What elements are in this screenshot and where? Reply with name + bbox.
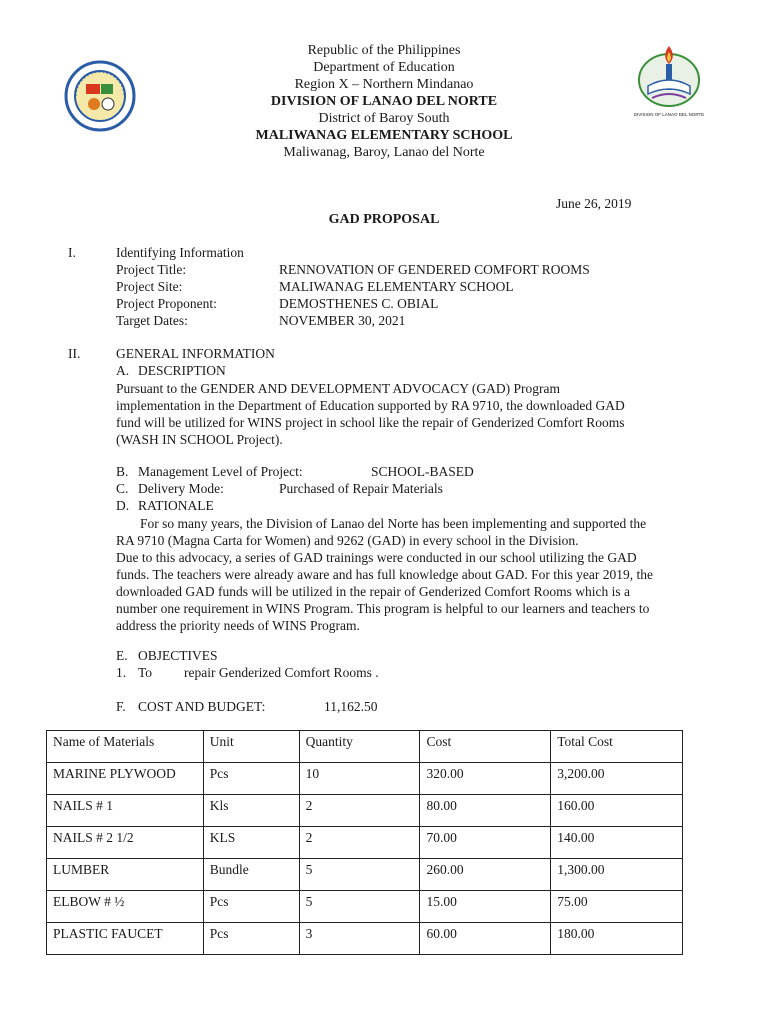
cost-budget-value: 11,162.50 xyxy=(324,699,378,714)
table-cell: 2 xyxy=(299,795,420,827)
table-cell: KLS xyxy=(203,827,299,859)
table-cell: 1,300.00 xyxy=(551,859,683,891)
target-dates-label: Target Dates: xyxy=(116,313,188,328)
item-b-label: B. xyxy=(116,464,129,479)
table-cell: 180.00 xyxy=(551,923,683,955)
table-cell: 5 xyxy=(299,891,420,923)
table-cell: NAILS # 1 xyxy=(47,795,204,827)
item-e-label: E. xyxy=(116,648,128,663)
header-cell-quantity: Quantity xyxy=(299,731,420,763)
header-cell-total: Total Cost xyxy=(551,731,683,763)
table-row xyxy=(47,763,683,795)
rationale-line: For so many years, the Division of Lanao del Norte has been implementing and supported the xyxy=(140,516,647,531)
table-cell: 70.00 xyxy=(420,827,551,859)
table-cell: LUMBER xyxy=(47,859,204,891)
header-region: Region X – Northern Mindanao xyxy=(294,77,474,92)
header-district: District of Baroy South xyxy=(318,111,450,126)
table-cell: 3 xyxy=(299,923,420,955)
section2-heading: GENERAL INFORMATION xyxy=(116,346,275,361)
project-title-label: Project Title: xyxy=(116,262,187,277)
section2-number: II. xyxy=(68,346,81,361)
objective-to: To xyxy=(138,665,153,680)
description-line: (WASH IN SCHOOL Project). xyxy=(116,432,283,447)
table-cell: 10 xyxy=(299,763,420,795)
table-cell: NAILS # 2 1/2 xyxy=(47,827,204,859)
table-cell: Pcs xyxy=(203,891,299,923)
description-line: implementation in the Department of Education supported by RA 9710, the downloaded GAD xyxy=(116,398,625,413)
rationale-line: address the priority needs of WINS Program. xyxy=(116,618,360,633)
item-b-title: Management Level of Project: xyxy=(138,464,303,479)
description-line: fund will be utilized for WINS project in school like the repair of Genderized Comfort Rooms xyxy=(116,415,625,430)
table-cell: Pcs xyxy=(203,763,299,795)
rationale-line: funds. The teachers were already aware and has full knowledge about GAD. For this year 2019, the xyxy=(116,567,653,582)
section1-heading: Identifying Information xyxy=(116,245,244,260)
table-cell: 15.00 xyxy=(420,891,551,923)
description-line: Pursuant to the GENDER AND DEVELOPMENT ADVOCACY (GAD) Program xyxy=(116,381,560,396)
table-cell: 260.00 xyxy=(420,859,551,891)
table-cell: 320.00 xyxy=(420,763,551,795)
item-f-label: F. xyxy=(116,699,126,714)
table-cell: 80.00 xyxy=(420,795,551,827)
materials-table xyxy=(46,730,683,955)
table-cell: PLASTIC FAUCET xyxy=(47,923,204,955)
header-department: Department of Education xyxy=(313,60,455,75)
target-dates-value: NOVEMBER 30, 2021 xyxy=(279,313,406,328)
rationale-line: number one requirement in WINS Program. This program is helpful to our learners and teachers to xyxy=(116,601,650,616)
table-cell: 75.00 xyxy=(551,891,683,923)
header-cell-unit: Unit xyxy=(203,731,299,763)
table-cell: Pcs xyxy=(203,923,299,955)
header-republic: Republic of the Philippines xyxy=(307,43,461,58)
header-school: MALIWANAG ELEMENTARY SCHOOL xyxy=(255,128,513,143)
project-title-value: RENNOVATION OF GENDERED COMFORT ROOMS xyxy=(279,262,590,277)
table-cell: 140.00 xyxy=(551,827,683,859)
item-c-label: C. xyxy=(116,481,129,496)
item-a-label: A. xyxy=(116,363,130,378)
item-d-title: RATIONALE xyxy=(138,498,214,513)
header-cell-name: Name of Materials xyxy=(47,731,204,763)
objective-number: 1. xyxy=(116,665,127,680)
table-cell: MARINE PLYWOOD xyxy=(47,763,204,795)
item-c-title: Delivery Mode: xyxy=(138,481,224,496)
table-cell: 3,200.00 xyxy=(551,763,683,795)
table-cell: ELBOW # ½ xyxy=(47,891,204,923)
rationale-paragraph xyxy=(116,515,653,634)
item-e-title: OBJECTIVES xyxy=(138,648,218,663)
table-cell: 60.00 xyxy=(420,923,551,955)
rationale-line: Due to this advocacy, a series of GAD trainings were conducted in our school utilizing the GAD xyxy=(116,550,637,565)
item-f-title: COST AND BUDGET: xyxy=(138,699,266,714)
item-c-value: Purchased of Repair Materials xyxy=(279,481,443,496)
section1-number: I. xyxy=(68,245,76,260)
project-proponent-label: Project Proponent: xyxy=(116,296,217,311)
item-b-value: SCHOOL-BASED xyxy=(371,464,474,479)
table-cell: 160.00 xyxy=(551,795,683,827)
header-cell-cost: Cost xyxy=(420,731,551,763)
table-cell: 2 xyxy=(299,827,420,859)
table-row xyxy=(47,891,683,923)
header-address: Maliwanag, Baroy, Lanao del Norte xyxy=(283,145,485,160)
table-row xyxy=(47,859,683,891)
item-d-label: D. xyxy=(116,498,130,513)
header-division: DIVISION OF LANAO DEL NORTE xyxy=(270,94,498,109)
project-proponent-value: DEMOSTHENES C. OBIAL xyxy=(279,296,439,311)
division-logo-caption: DIVISION OF LANAO DEL NORTE xyxy=(633,112,705,117)
table-row xyxy=(47,923,683,955)
description-paragraph xyxy=(116,380,625,448)
project-site-label: Project Site: xyxy=(116,279,183,294)
rationale-line: RA 9710 (Magna Carta for Women) and 9262 (GAD) in every school in the Division. xyxy=(116,533,579,548)
table-row xyxy=(47,827,683,859)
table-cell: 5 xyxy=(299,859,420,891)
document-date: June 26, 2019 xyxy=(556,196,632,211)
document-title: GAD PROPOSAL xyxy=(328,212,440,227)
item-a-title: DESCRIPTION xyxy=(138,363,226,378)
table-cell: Bundle xyxy=(203,859,299,891)
table-header-row xyxy=(47,731,683,763)
project-site-value: MALIWANAG ELEMENTARY SCHOOL xyxy=(279,279,514,294)
objective-text: repair Genderized Comfort Rooms . xyxy=(184,665,379,680)
table-row xyxy=(47,795,683,827)
table-cell: Kls xyxy=(203,795,299,827)
rationale-line: downloaded GAD funds will be utilized in the repair of Genderized Comfort Rooms which is a xyxy=(116,584,631,599)
